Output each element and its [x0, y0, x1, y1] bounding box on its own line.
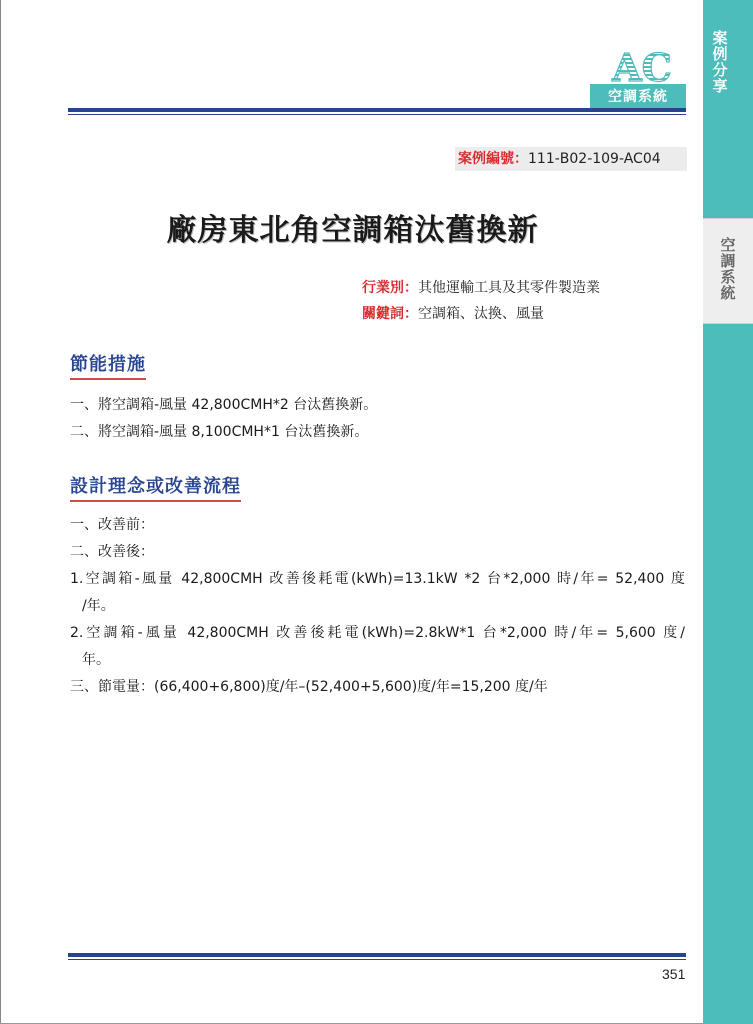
- design-line: 1.空調箱-風量 42,800CMH 改善後耗電(kWh)=13.1kW *2 台*2,000 時/年= 52,400 度: [70, 571, 685, 587]
- keywords-line: [362, 303, 544, 323]
- page-title: 廠房東北角空調箱汰舊換新: [166, 213, 539, 248]
- section-heading-design: 設計理念或改善流程: [70, 472, 241, 502]
- keywords-value: 空調箱、汰換、風量: [418, 306, 544, 322]
- page-border-left: [0, 0, 1, 1024]
- design-line: 一、改善前：: [70, 517, 154, 533]
- industry-label: 行業別：: [362, 280, 418, 296]
- measure-line: 一、將空調箱-風量 42,800CMH*2 台汰舊換新。: [70, 397, 378, 413]
- ac-logo-text: AC: [612, 50, 672, 84]
- case-number-label: 案例編號：: [458, 151, 528, 167]
- keywords-label: 關鍵詞：: [362, 306, 418, 322]
- ac-logo-graphic: [592, 50, 692, 84]
- ac-logo: [592, 50, 692, 84]
- system-label: 空調系統: [590, 84, 686, 108]
- design-line: 2.空調箱-風量 42,800CMH 改善後耗電(kWh)=2.8kW*1 台*2,000 時/年= 5,600 度/: [70, 625, 685, 641]
- measure-line: 二、將空調箱-風量 8,100CMH*1 台汰舊換新。: [70, 424, 369, 440]
- design-line: /年。: [82, 598, 115, 614]
- sidebar-tab-case-share-label: 案例分享: [710, 30, 729, 94]
- industry-line: [362, 277, 600, 297]
- design-line: 二、改善後：: [70, 544, 154, 560]
- footer-rule: [68, 953, 686, 960]
- sidebar-tab-case-share[interactable]: [703, 0, 737, 118]
- page-number: 351: [662, 966, 686, 982]
- sidebar-tab-air-conditioning-label: 空調系統: [718, 237, 737, 301]
- design-line: 三、節電量：(66,400+6,800)度/年–(52,400+5,600)度/年=15,200 度/年: [70, 679, 548, 695]
- case-number-box: [455, 147, 687, 171]
- sidebar-strip: [703, 0, 753, 1024]
- industry-value: 其他運輸工具及其零件製造業: [418, 280, 600, 296]
- header-rule: [68, 108, 686, 115]
- case-number-value: 111-B02-109-AC04: [528, 151, 661, 167]
- section-heading-measures: 節能措施: [70, 350, 146, 380]
- design-line: 年。: [82, 652, 110, 668]
